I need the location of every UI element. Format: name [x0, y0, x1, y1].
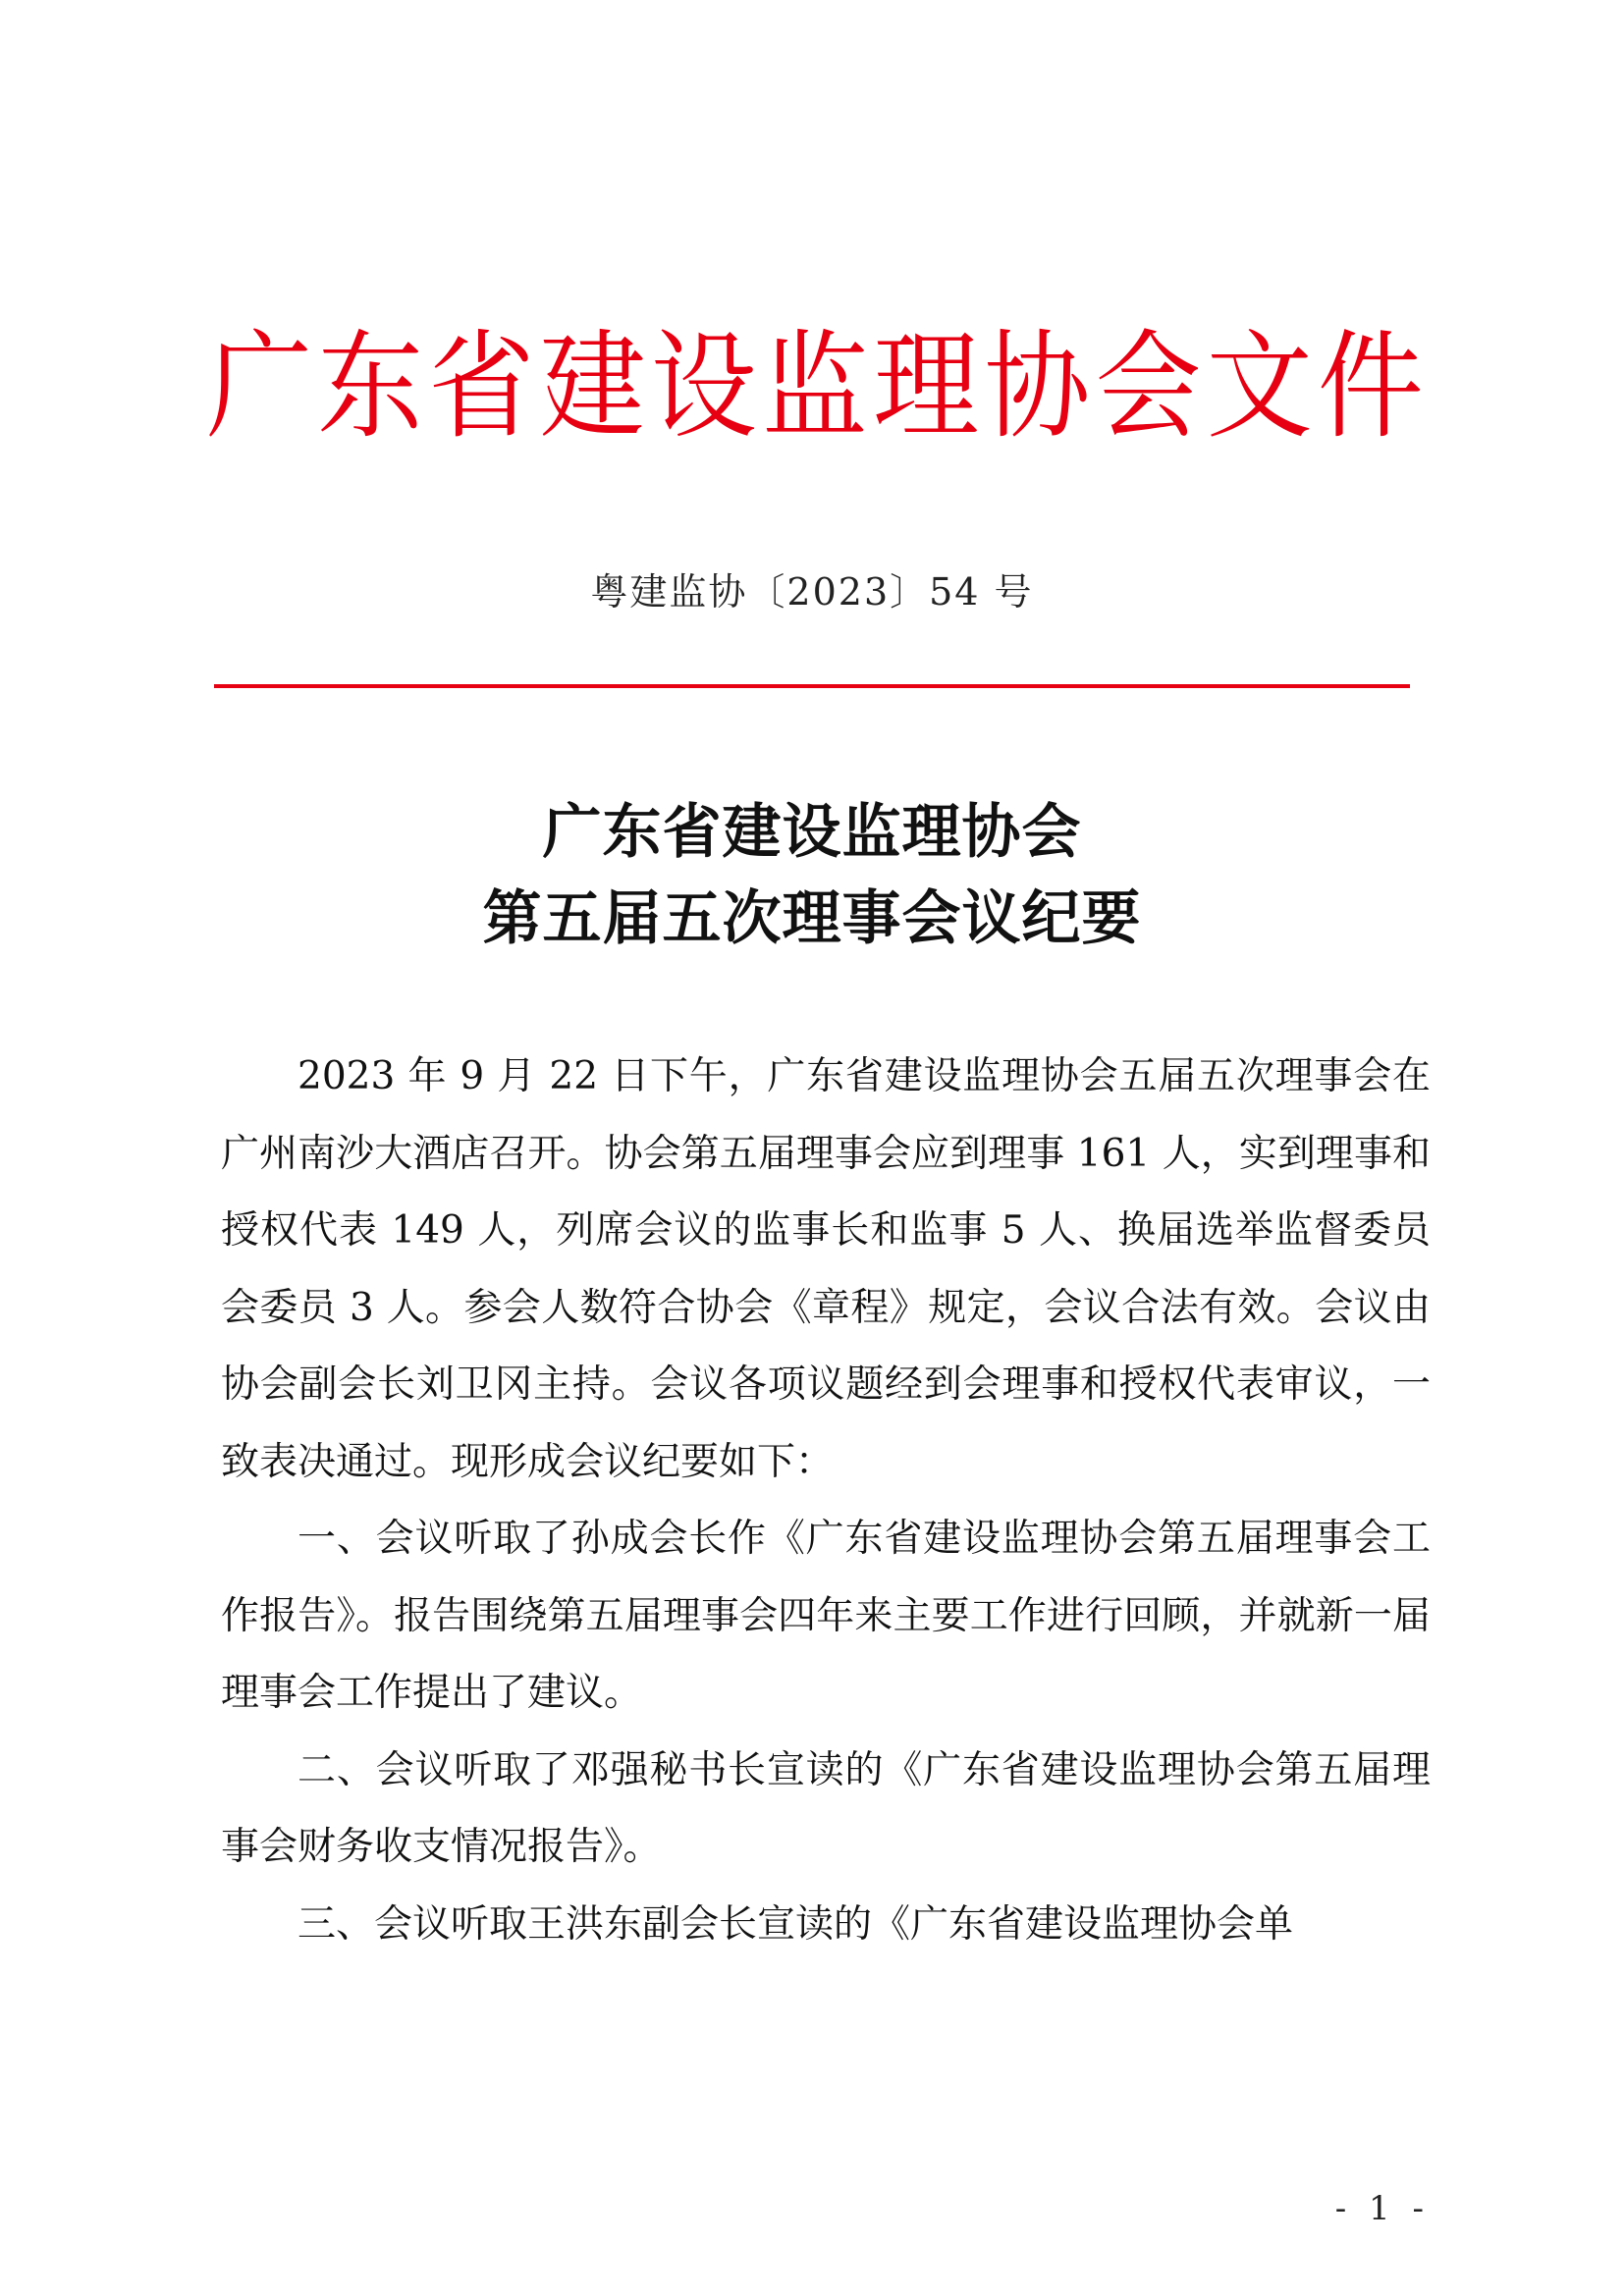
- title-line-2: 第五届五次理事会议纪要: [482, 884, 1142, 953]
- masthead-char: 文: [1206, 319, 1313, 455]
- masthead-char: 建: [539, 319, 646, 455]
- body-paragraph: 二、会议听取了邓强秘书长宣读的《广东省建设监理协会第五届理事会财务收支情况报告》。: [221, 1747, 1431, 1869]
- body-paragraph: 2023 年 9 月 22 日下午，广东省建设监理协会五届五次理事会在广州南沙大酒店召开。协会第五届理事会应到理事 161 人，实到理事和授权代表 149 人，列席会议的监事长和监事 5 人、换届选举监督委员会委员 3 人。参会人数符合协会《章程》规定，会议合法有效。会议由协会副会长刘卫冈主持。会议各项议题经到会理事和授权代表审议，一致表决通过。现形成会议纪要如下：: [221, 1054, 1431, 1484]
- masthead-char: 会: [1095, 319, 1202, 455]
- masthead-char: 监: [761, 319, 868, 455]
- masthead-char: 协: [984, 319, 1091, 455]
- body-paragraph: 一、会议听取了孙成会长作《广东省建设监理协会第五届理事会工作报告》。报告围绕第五届理事会四年来主要工作进行回顾，并就新一届理事会工作提出了建议。: [221, 1517, 1431, 1715]
- page-number: - 1 -: [1334, 2189, 1430, 2228]
- body-text: [221, 1039, 1431, 1963]
- masthead-char: 省: [428, 319, 535, 455]
- masthead-char: 东: [317, 319, 424, 455]
- masthead-char: 广: [206, 319, 313, 455]
- masthead-char: 件: [1317, 319, 1424, 455]
- title-line-1: 广东省建设监理协会: [542, 798, 1082, 867]
- document-number: 粤建监协〔2023〕54 号: [590, 570, 1034, 614]
- issuer-masthead: [206, 299, 1424, 476]
- red-divider: [214, 684, 1410, 688]
- body-paragraph: 三、会议听取王洪东副会长宣读的《广东省建设监理协会单: [298, 1901, 1294, 1947]
- masthead-char: 设: [650, 319, 757, 455]
- masthead-char: 理: [873, 319, 980, 455]
